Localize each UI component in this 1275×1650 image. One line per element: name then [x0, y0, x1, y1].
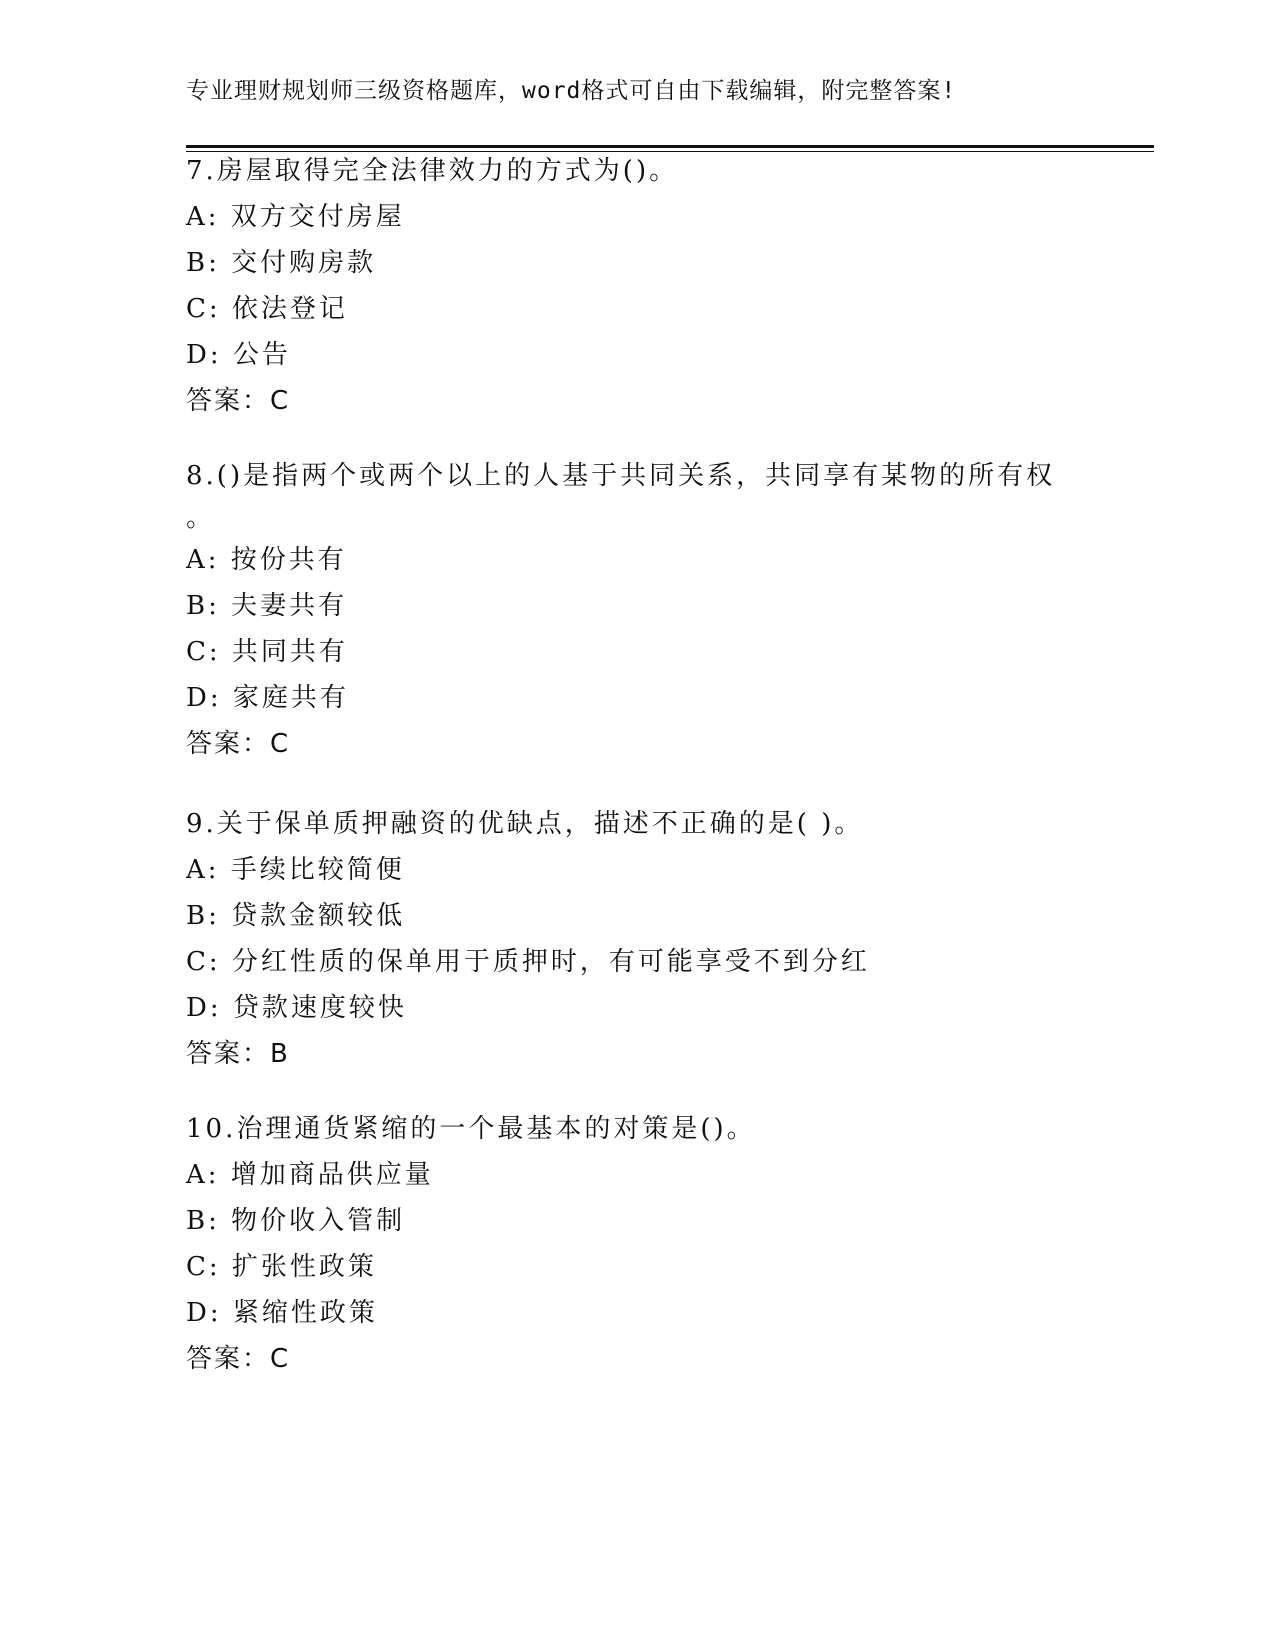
answer: 答案：B	[186, 1039, 290, 1069]
option-d: D: 紧缩性政策	[186, 1298, 378, 1328]
question-stem-continuation: 。	[186, 503, 216, 533]
option-a: A: 手续比较简便	[186, 855, 405, 885]
option-d: D: 家庭共有	[186, 683, 349, 713]
question-stem: 9.关于保单质押融资的优缺点，描述不正确的是( )。	[186, 809, 864, 839]
option-a: A: 增加商品供应量	[186, 1160, 434, 1190]
question-block	[186, 148, 1086, 424]
option-d: D: 贷款速度较快	[186, 993, 407, 1023]
option-b: B: 交付购房款	[186, 248, 377, 278]
option-b: B: 夫妻共有	[186, 591, 348, 621]
question-block	[186, 453, 1086, 767]
option-c: C: 共同共有	[186, 637, 348, 667]
option-b: B: 贷款金额较低	[186, 901, 406, 931]
option-c: C: 依法登记	[186, 294, 348, 324]
question-stem: 7.房屋取得完全法律效力的方式为()。	[186, 156, 679, 186]
option-d: D: 公告	[186, 340, 291, 370]
option-c: C: 扩张性政策	[186, 1252, 377, 1282]
answer: 答案：C	[186, 386, 291, 416]
question-stem: 10.治理通货紧缩的一个最基本的对策是()。	[186, 1114, 756, 1144]
answer: 答案：C	[186, 1344, 291, 1374]
page-header: 专业理财规划师三级资格题库，word格式可自由下载编辑，附完整答案!	[186, 78, 957, 104]
question-block	[186, 801, 1086, 1077]
option-c: C: 分红性质的保单用于质押时，有可能享受不到分红	[186, 947, 870, 977]
option-a: A: 双方交付房屋	[186, 202, 405, 232]
option-b: B: 物价收入管制	[186, 1206, 406, 1236]
answer: 答案：C	[186, 729, 291, 759]
option-a: A: 按份共有	[186, 545, 347, 575]
question-block	[186, 1106, 1086, 1382]
question-stem: 8.()是指两个或两个以上的人基于共同关系，共同享有某物的所有权	[186, 461, 1056, 491]
